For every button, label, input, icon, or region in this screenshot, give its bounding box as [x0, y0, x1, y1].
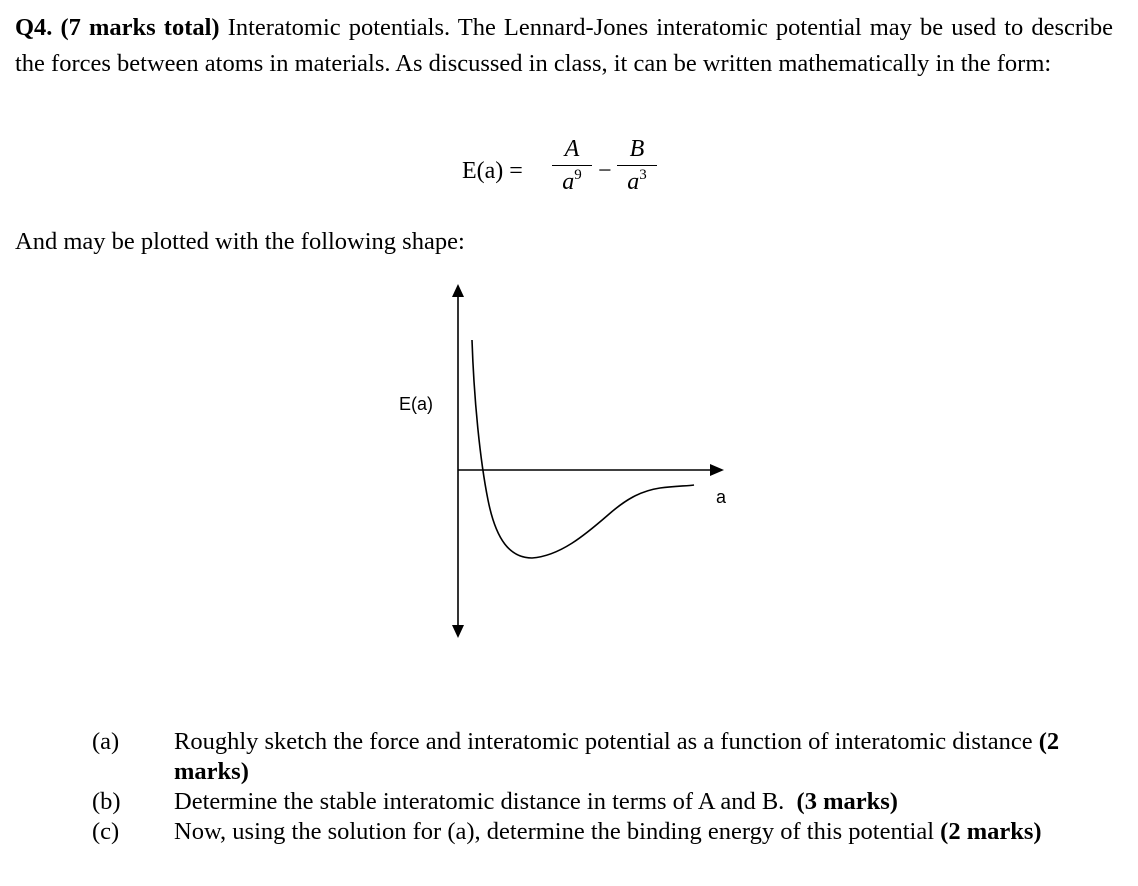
part-c-letter: (c): [92, 818, 120, 845]
equation-minus: −: [598, 158, 612, 184]
y-axis-up-arrow-icon: [452, 284, 464, 297]
term2-exponent: 3: [639, 167, 647, 183]
question-intro-text: Interatomic potentials. The Lennard-Jones interatomic potential may be used to describe the forces between atoms in materials. As discussed in class, it can be written mathematically in the form:: [15, 14, 1113, 77]
part-b-prompt: Determine the stable interatomic distance in terms of A and B.: [174, 788, 785, 815]
part-c-text: [174, 817, 1114, 847]
term2-denominator: a: [627, 169, 640, 195]
plot-caption: And may be plotted with the following shape:: [15, 228, 465, 255]
x-axis-label: a: [716, 487, 727, 507]
part-a-marks: (2 marks): [174, 728, 1060, 785]
part-a-prompt: Roughly sketch the force and interatomic potential as a function of interatomic distance: [174, 728, 1033, 755]
part-c-marks: (2 marks): [940, 818, 1042, 845]
part-b-text: [174, 787, 1114, 817]
term1-numerator: A: [564, 136, 580, 162]
question-heading: Q4. (7 marks total): [15, 14, 220, 41]
part-c-prompt: Now, using the solution for (a), determine the binding energy of this potential: [174, 818, 935, 845]
y-axis-label: E(a): [399, 394, 434, 414]
x-axis-arrow-icon: [710, 464, 724, 476]
part-a-letter: (a): [92, 728, 120, 755]
part-a-text: [174, 727, 1114, 787]
equation-lhs: E(a) =: [462, 158, 523, 184]
y-axis-down-arrow-icon: [452, 625, 464, 638]
term1-denominator: a: [562, 169, 575, 195]
potential-curve: [472, 340, 694, 558]
term1-exponent: 9: [574, 167, 582, 183]
part-b-marks: (3 marks): [796, 788, 898, 815]
term2-numerator: B: [629, 136, 645, 162]
part-b-letter: (b): [92, 788, 121, 815]
